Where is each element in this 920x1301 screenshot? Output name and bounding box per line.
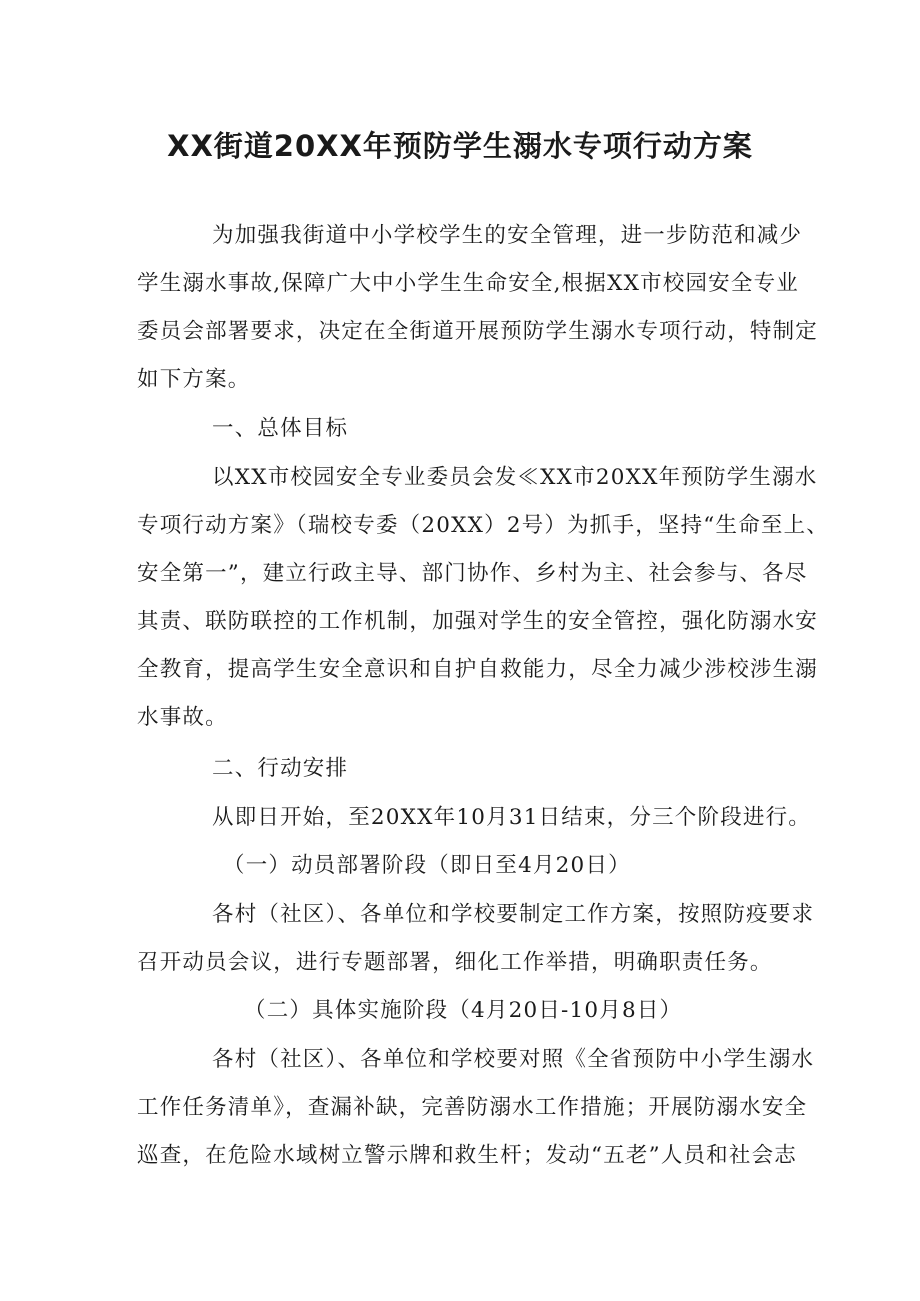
paragraph-line: 水事故。 (137, 705, 228, 730)
paragraph-line: 学生溺水事故,保障广大中小学生生命安全,根据XX市校园安全专业 (137, 271, 799, 296)
section-heading: 二、行动安排 (212, 756, 349, 781)
paragraph-line: 如下方案。 (137, 367, 251, 392)
document-title: XX街道20XX年预防学生溺水专项行动方案 (167, 129, 753, 163)
paragraph-line: 以XX市校园安全专业委员会发≪XX市20XX年预防学生溺水 (212, 465, 818, 490)
paragraph-line: 为加强我街道中小学校学生的安全管理，进一步防范和减少 (212, 223, 803, 248)
paragraph-line: 工作任务清单》，查漏补缺，完善防溺水工作措施；开展防溺水安全 (137, 1095, 808, 1120)
subsection-heading: （一）动员部署阶段（即日至4月20日） (223, 853, 631, 878)
paragraph-line: 从即日开始，至20XX年10月31日结束，分三个阶段进行。 (212, 805, 811, 830)
paragraph-line: 委员会部署要求，决定在全街道开展预防学生溺水专项行动，特制定 (137, 319, 819, 344)
paragraph-line: 专项行动方案》（瑞校专委（20XX）2号）为抓手，坚持“生命至上、 (137, 513, 829, 538)
paragraph-line: 召开动员会议，进行专题部署，细化工作举措，明确职责任务。 (137, 950, 773, 975)
paragraph-line: 各村（社区）、各单位和学校要对照《全省预防中小学生溺水 (212, 1047, 815, 1072)
paragraph-line: 巡查，在危险水域树立警示牌和救生杆；发动“五老”人员和社会志 (137, 1143, 797, 1168)
paragraph-line: 安全第一”，建立行政主导、部门协作、乡村为主、社会参与、各尽 (137, 561, 808, 586)
subsection-heading: （二）具体实施阶段（4月20日-10月8日） (244, 998, 683, 1023)
paragraph-line: 其责、联防联控的工作机制，加强对学生的安全管控，强化防溺水安 (137, 609, 819, 634)
paragraph-line: 各村（社区）、各单位和学校要制定工作方案，按照防疫要求 (212, 902, 815, 927)
section-heading: 一、总体目标 (212, 416, 349, 441)
paragraph-line: 全教育，提高学生安全意识和自护自救能力，尽全力减少涉校涉生溺 (137, 657, 819, 682)
